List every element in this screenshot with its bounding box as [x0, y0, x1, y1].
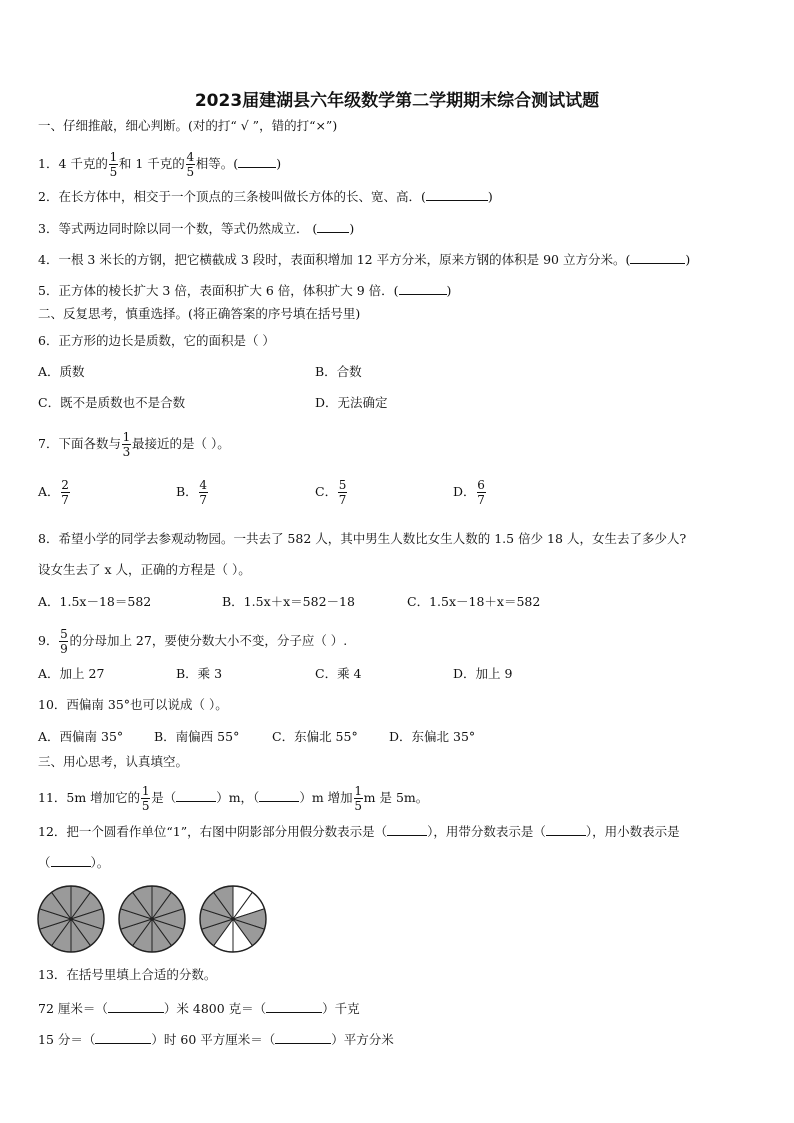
q7-option-d[interactable]: D． $\frac{6}{7}$	[453, 478, 485, 507]
question-10: 10．西偏南 35°也可以说成（ ）。	[38, 697, 228, 712]
fraction: $\frac{1}{5}$	[354, 784, 362, 813]
question-1: 1．4 千克的 $\frac{1}{5}$ 和 1 千克的 $\frac{4}{5}$ 相等。( )	[38, 150, 282, 179]
answer-blank[interactable]	[426, 187, 488, 201]
section-1-heading: 一、仔细推敲，细心判断。(对的打“ √ ”，错的打“×”)	[38, 118, 338, 133]
q9-option-d[interactable]: D．加上 9	[453, 666, 513, 681]
question-3: 3．等式两边同时除以同一个数，等式仍然成立． ( )	[38, 221, 355, 236]
fraction-circle	[119, 886, 185, 952]
answer-blank[interactable]	[399, 281, 447, 295]
q10-option-c[interactable]: C．东偏北 55°	[272, 729, 358, 744]
answer-blank[interactable]	[238, 154, 276, 168]
q10-option-d[interactable]: D．东偏北 35°	[389, 729, 476, 744]
answer-blank[interactable]	[259, 788, 299, 802]
question-13: 13．在括号里填上合适的分数。	[38, 967, 217, 982]
fraction: $\frac{1}{5}$	[109, 150, 118, 179]
q10-option-b[interactable]: B．南偏西 55°	[154, 729, 240, 744]
question-8-line-2: 设女生去了 x 人，正确的方程是（ ）。	[38, 562, 251, 577]
question-12-line-2: （ ）。	[38, 855, 110, 870]
q6-option-a[interactable]: A．质数	[38, 364, 85, 379]
q8-option-a[interactable]: A．1.5x－18＝582	[38, 594, 152, 609]
fraction: $\frac{4}{5}$	[186, 150, 195, 179]
answer-blank[interactable]	[95, 1030, 151, 1044]
question-11: 11．5m 增加它的 $\frac{1}{5}$ 是（ ）m，（ ）m 增加 $\frac{1}{5}$ m 是 5m。	[38, 784, 429, 813]
question-4: 4．一根 3 米长的方钢，把它横截成 3 段时，表面积增加 12 平方分米，原来方钢的体积是 90 立方分米。( )	[38, 252, 691, 267]
q9-option-b[interactable]: B．乘 3	[176, 666, 223, 681]
answer-blank[interactable]	[546, 822, 586, 836]
question-13-row-1: 72 厘米＝（ ）米 4800 克＝（ ）千克	[38, 1001, 360, 1016]
page-title: 2023届建湖县六年级数学第二学期期末综合测试试题	[194, 91, 600, 111]
question-13-row-2: 15 分＝（ ）时 60 平方厘米＝（ ）平方分米	[38, 1032, 394, 1047]
answer-blank[interactable]	[275, 1030, 331, 1044]
section-3-heading: 三、用心思考，认真填空。	[38, 754, 189, 769]
question-12-line-1: 12．把一个圆看作单位“1”，右图中阴影部分用假分数表示是（ ），用带分数表示是（ ），用小数表示是	[38, 824, 680, 839]
answer-blank[interactable]	[176, 788, 216, 802]
answer-blank[interactable]	[630, 250, 685, 264]
fraction: $\frac{1}{3}$	[122, 430, 131, 459]
answer-blank[interactable]	[387, 822, 427, 836]
q6-option-c[interactable]: C．既不是质数也不是合数	[38, 395, 186, 410]
q7-option-c[interactable]: C． $\frac{5}{7}$	[315, 478, 347, 507]
question-8-line-1: 8．希望小学的同学去参观动物园。一共去了 582 人，其中男生人数比女生人数的 1.5 倍少 18 人，女生去了多少人?	[38, 531, 687, 546]
fraction-circle	[38, 886, 104, 952]
q7-option-a[interactable]: A． $\frac{2}{7}$	[38, 478, 69, 507]
question-2: 2．在长方体中，相交于一个顶点的三条棱叫做长方体的长、宽、高．( )	[38, 189, 493, 204]
q10-option-a[interactable]: A．西偏南 35°	[38, 729, 124, 744]
q9-option-c[interactable]: C．乘 4	[315, 666, 362, 681]
q9-option-a[interactable]: A．加上 27	[38, 666, 105, 681]
question-7: 7．下面各数与 $\frac{1}{3}$ 最接近的是（ ）。	[38, 430, 230, 459]
fraction-circles	[36, 884, 276, 954]
answer-blank[interactable]	[317, 219, 349, 233]
q8-option-c[interactable]: C．1.5x－18＋x＝582	[407, 594, 541, 609]
answer-blank[interactable]	[51, 853, 91, 867]
question-5: 5．正方体的棱长扩大 3 倍，表面积扩大 6 倍，体积扩大 9 倍．( )	[38, 283, 452, 298]
answer-blank[interactable]	[108, 999, 164, 1013]
question-9: 9． $\frac{5}{9}$ 的分母加上 27，要使分数大小不变，分子应（ ）.	[38, 627, 348, 656]
fraction: $\frac{5}{9}$	[60, 627, 68, 656]
question-6: 6．正方形的边长是质数，它的面积是（ ）	[38, 333, 275, 348]
fraction-circle	[200, 886, 266, 952]
q6-option-b[interactable]: B．合数	[315, 364, 362, 379]
q7-option-b[interactable]: B． $\frac{4}{7}$	[176, 478, 207, 507]
q8-option-b[interactable]: B．1.5x＋x＝582－18	[222, 594, 355, 609]
fraction: $\frac{1}{5}$	[141, 784, 150, 813]
q6-option-d[interactable]: D．无法确定	[315, 395, 388, 410]
section-2-heading: 二、反复思考，慎重选择。(将正确答案的序号填在括号里)	[38, 306, 361, 321]
answer-blank[interactable]	[266, 999, 322, 1013]
